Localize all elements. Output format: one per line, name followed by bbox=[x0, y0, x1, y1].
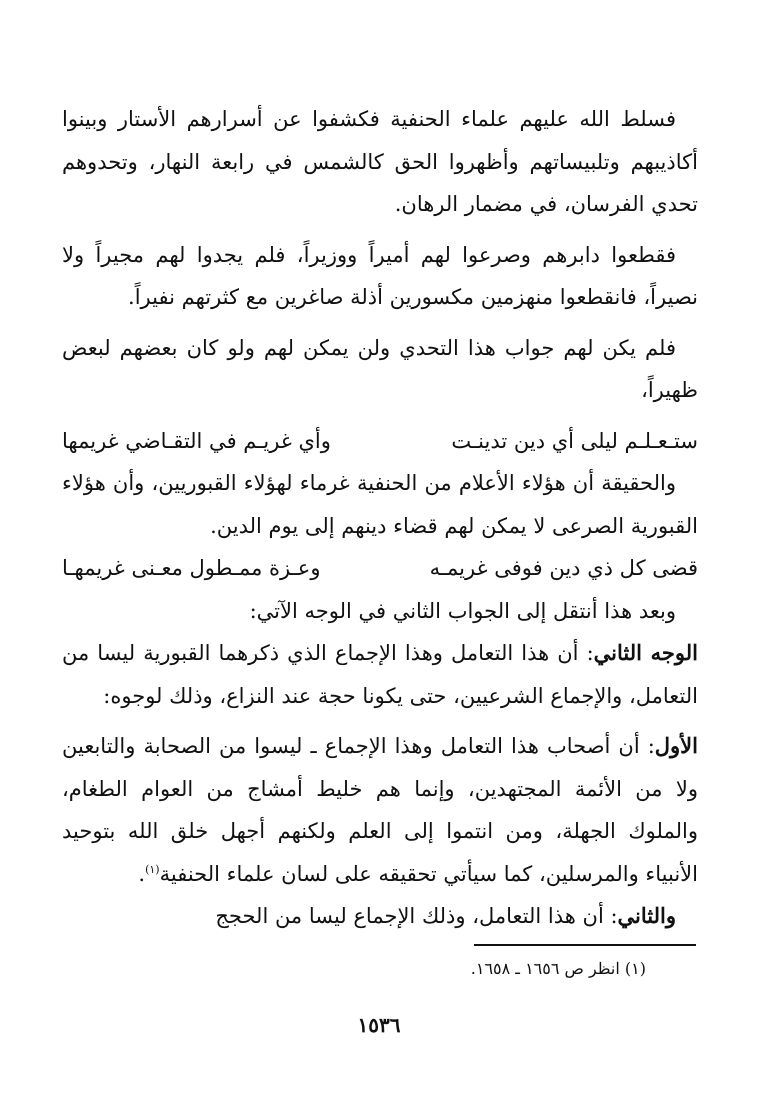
paragraph-2: فقطعوا دابرهم وصرعوا لهم أميراً ووزيراً، فلم يجدوا لهم مجيراً ولا نصيراً، فانقطعوا منهزمين مكسورين أذلة صاغرين مع كثرتهم نفيراً. bbox=[62, 242, 698, 309]
verse-1-left-hemistich: وأي غريـم في التقـاضي غريمها bbox=[62, 428, 331, 453]
paragraph-1: فسلط الله عليهم علماء الحنفية فكشفوا عن أسرارهم الأستار وبينوا أكاذيبهم وتلبيساتهم وأظهروا الحق كالشمس في رابعة النهار، وتحدوهم تحدي الفرسان، في مضمار الرهان. bbox=[62, 107, 698, 216]
verse-1-right-hemistich: ستـعـلـم ليلى أي دين تدينـت bbox=[451, 428, 698, 453]
paragraph-7 bbox=[62, 725, 698, 895]
footnote-divider bbox=[474, 944, 696, 946]
paragraph-7-end: . bbox=[138, 861, 146, 886]
verse-2-right-hemistich: قضى كل ذي دين فوفى غريمـه bbox=[429, 556, 698, 580]
point-heading-first: الأول bbox=[654, 733, 698, 758]
footnote-reference: (١) bbox=[145, 862, 160, 876]
verse-2-left-hemistich: وعـزة ممـطول معـنى غريمهـا bbox=[62, 556, 321, 580]
verse-2 bbox=[62, 547, 698, 590]
paragraph-6-text: : أن هذا التعامل وهذا الإجماع الذي ذكرهما القبورية ليسا من التعامل، والإجماع الشرعيين، حتى يكونا حجة عند النزاع، وذلك لوجوه: bbox=[62, 641, 698, 708]
paragraph-5: وبعد هذا أنتقل إلى الجواب الثاني في الوجه الآتي: bbox=[249, 598, 676, 623]
point-heading-second: والثاني bbox=[617, 903, 676, 928]
paragraph-8 bbox=[62, 895, 698, 938]
verse-1 bbox=[62, 420, 698, 463]
paragraph-6 bbox=[62, 632, 698, 717]
paragraph-4: والحقيقة أن هؤلاء الأعلام من الحنفية غرماء لهؤلاء القبوريين، وأن هؤلاء القبورية الصرعى لا يمكن لهم قضاء دينهم إلى يوم الدين. bbox=[62, 471, 698, 538]
paragraph-8-text: : أن هذا التعامل، وذلك الإجماع ليسا من الحجج bbox=[215, 904, 618, 928]
page-number: ١٥٣٦ bbox=[357, 1013, 401, 1037]
paragraph-7-text: : أن أصحاب هذا التعامل وهذا الإجماع ـ ليسوا من الصحابة والتابعين ولا من الأئمة المجتهدين، وإنما هم خليط أمشاج من العوام الطغام، والملوك الجهلة، ومن انتموا إلى العلم ولكنهم أجهل خلق الله بتوحيد الأنبياء والمرسلين، كما سيأتي تحقيقه على لسان علماء الحنفية bbox=[62, 734, 698, 886]
section-heading-second-aspect: الوجه الثاني bbox=[593, 640, 698, 665]
footnote: (١) انظر ص ١٦٥٦ ـ ١٦٥٨. bbox=[470, 959, 646, 978]
paragraph-3: فلم يكن لهم جواب هذا التحدي ولن يمكن لهم ولو كان بعضهم لبعض ظهيراً، bbox=[62, 335, 698, 402]
page-body bbox=[62, 98, 698, 938]
